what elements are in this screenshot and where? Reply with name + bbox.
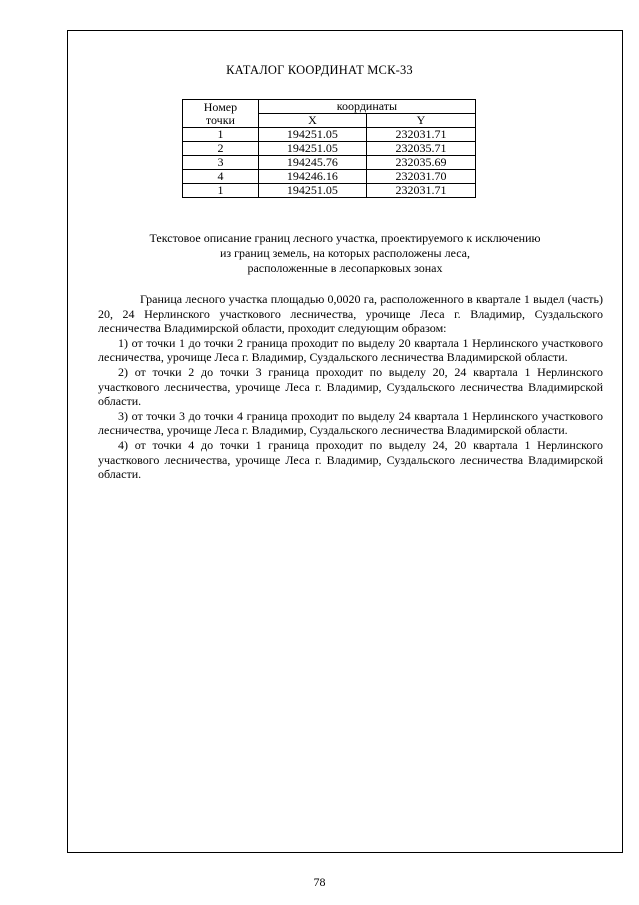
cell-point: 4 [183,170,259,184]
header-point-number-line1: Номер [203,99,238,114]
description-heading-line: из границ земель, на которых расположены леса, [219,246,471,260]
cell-x: 194245.76 [258,156,366,170]
boundary-item: 2) от точки 2 до точки 3 граница проходит по выделу 20, 24 квартала 1 Нерлинского участкового лесничества, урочище Леса г. Владимир, Суздальского лесничества Владимирской области. [98,364,603,409]
table-row [183,184,476,198]
cell-y: 232035.71 [366,142,475,156]
boundary-item: 3) от точки 3 до точки 4 граница проходит по выделу 24 квартала 1 Нерлинского участкового лесничества, урочище Леса г. Владимир, Суздальского лесничества Владимирской области. [98,408,603,438]
table-header-row [183,100,476,114]
boundary-item: 4) от точки 4 до точки 1 граница проходит по выделу 24, 20 квартала 1 Нерлинского участкового лесничества, урочище Леса г. Владимир, Суздальского лесничества Владимирской области. [98,437,603,482]
cell-y: 232031.71 [366,184,475,198]
table-row [183,170,476,184]
cell-y: 232031.71 [366,128,475,142]
header-x: X [258,114,366,128]
page-number: 78 [313,875,326,889]
header-y: Y [366,114,475,128]
catalog-title: КАТАЛОГ КООРДИНАТ МСК-33 [226,63,413,77]
cell-x: 194251.05 [258,142,366,156]
cell-x: 194251.05 [258,128,366,142]
description-heading [90,231,600,276]
cell-point: 1 [183,128,259,142]
table-row [183,142,476,156]
description-heading-line: Текстовое описание границ лесного участка, проектируемого к исключению [149,231,541,245]
header-point-number [183,100,259,128]
cell-point: 2 [183,142,259,156]
header-point-number-line2: точки [205,112,235,127]
cell-y: 232031.70 [366,170,475,184]
boundary-item: 1) от точки 1 до точки 2 граница проходит по выделу 20 квартала 1 Нерлинского участкового лесничества, урочище Леса г. Владимир, Суздальского лесничества Владимирской области. [98,335,603,365]
cell-point: 1 [183,184,259,198]
coordinates-table [182,99,476,198]
cell-y: 232035.69 [366,156,475,170]
intro-paragraph: Граница лесного участка площадью 0,0020 га, расположенного в квартале 1 выдел (часть) 20, 24 Нерлинского участкового лесничества, урочище Леса г. Владимир, Суздальского лесничества Владимирской области, проходит следующим образом: [98,292,603,336]
header-coordinates: координаты [258,100,475,114]
cell-x: 194246.16 [258,170,366,184]
description-heading-line: расположенные в лесопарковых зонах [247,261,443,275]
table-row [183,128,476,142]
cell-x: 194251.05 [258,184,366,198]
table-row [183,156,476,170]
boundary-description [98,292,603,482]
cell-point: 3 [183,156,259,170]
